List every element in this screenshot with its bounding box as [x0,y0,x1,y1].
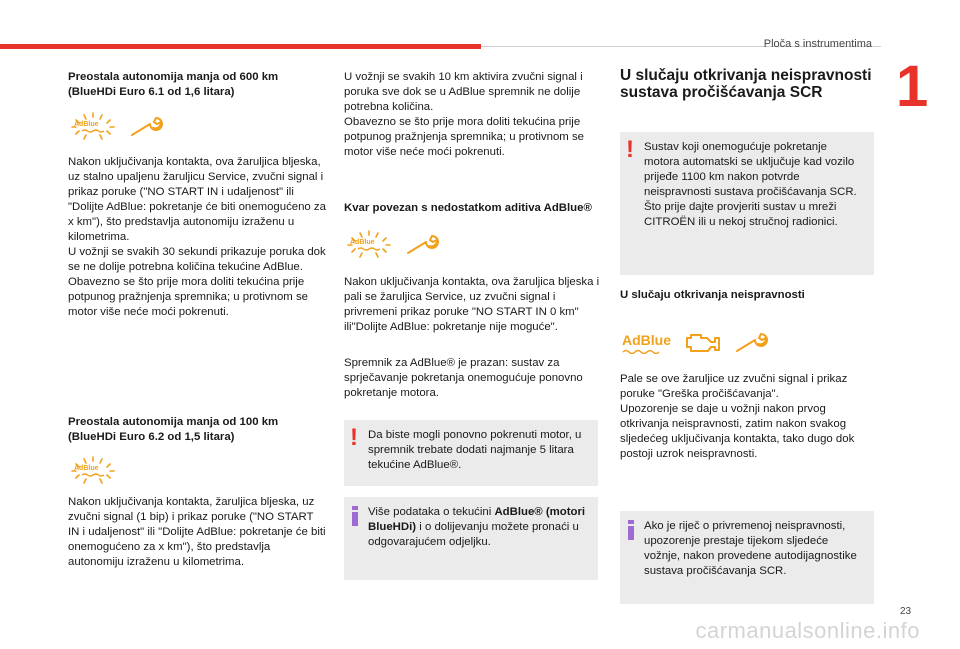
adblue-icon-label: AdBlue [350,239,375,246]
col1-icons-1 [70,112,166,142]
info-text-bold: AdBlue® (motori BlueHDi) [368,506,586,533]
col3-subheading-block [620,288,874,303]
wrench-icon [406,234,442,256]
adblue-icon-label: AdBlue [74,121,99,128]
col3-warning-box [620,132,874,275]
col2-info-box [344,497,598,580]
adblue-warning-icon [346,230,392,260]
adblue-warning-icon [70,456,116,486]
info-icon [628,520,634,540]
page-number: 23 [900,606,912,617]
chapter-number: 1 [896,54,929,119]
header-accent-bar [0,44,481,49]
info-icon [352,506,358,526]
col2-section-text2: Spremnik za AdBlue® je prazan: sustav za sprječavanje pokretanja onemogućuje ponovno pokretanje motora. [344,357,583,399]
heading-600km: Preostala autonomija manja od 600 km (BlueHDi Euro 6.1 od 1,6 litara) [68,71,279,98]
heading-adblue-fault: Kvar povezan s nedostatkom aditiva AdBlue® [344,202,592,214]
wrench-icon [735,332,771,354]
info-text-pre: Više podataka o tekućini [368,506,495,518]
col3-info-box [620,511,874,604]
engine-icon [683,328,723,358]
heading-100km: Preostala autonomija manja od 100 km (BlueHDi Euro 6.2 od 1,5 litara) [68,416,279,443]
heading-scr-fault: U slučaju otkrivanja neispravnosti sustava pročišćavanja SCR [620,67,872,101]
adblue-warning-icon [70,112,116,142]
watermark: carmanualsonline.info [695,618,920,643]
col1-section1-heading [68,70,326,100]
col3-warning-text: Sustav koji onemogućuje pokretanje motora automatski se uključuje kad vozilo prijeđe 1100 km nakon potvrde neispravnosti sustava pročišćavanja SCR. Što prije dajte provjeriti sustav u mreži CITROËN ili u nekoj stručnoj radionici. [644,141,857,228]
adblue-text-icon [622,332,671,354]
col2-warning-box [344,420,598,486]
col1-section2-text: Nakon uključivanja kontakta, žaruljica bljeska, uz zvučni signal (1 bip) i prikaz poruke ("NO START IN i udaljenost" ili "Dolijte AdBlue: pokretanje će biti onemogućeno za x km"), što predstavlja autonomiju izraženu u kilometrima. [68,496,326,568]
exclamation-icon: ! [626,136,634,163]
col2-warning-text: Da biste mogli ponovno pokrenuti motor, u spremnik trebate dodati najmanje 5 litara tekućine AdBlue®. [368,429,582,471]
info-text-post: i o dolijevanju možete pronaći u odgovarajućem odjeljku. [368,521,579,548]
col1-icons-2 [70,456,116,486]
col2-top-text: U vožnji se svakih 10 km aktivira zvučni signal i poruka sve dok se u AdBlue spremnik ne dolije potrebna količina. Obavezno se što prije mora doliti tekućina prije potpunog pražnjenja spremnika; u protivnom se motor više neće moći pokrenuti. [344,71,584,158]
adblue-icon-label: AdBlue [74,465,99,472]
col1-section1-text: Nakon uključivanja kontakta, ova žaruljica bljeska, uz stalno upaljenu žaruljicu Service, zvučni signal i prikaz poruke ("NO START IN i udaljenost" ili "Dolijte AdBlue: pokretanje će biti onemogućeno za x km"), što predstavlja autonomiju izraženu u kilometrima. U vožnji se svakih 30 sekundi prikazuje poruka dok se ne dolije potrebna količina tekućine AdBlue. Obavezno se što prije mora doliti tekućina prije potpunog pražnjenja spremnika; u protivnom se motor više neće moći pokrenuti. [68,156,326,318]
col3-heading-block [620,68,874,101]
adblue-icon-label: AdBlue [622,332,671,348]
wrench-icon [130,116,166,138]
col2-section-text1: Nakon uključivanja kontakta, ova žaruljica bljeska i pali se žaruljica Service, uz zvučni signal i privremeni prikaz poruke "NO START IN 0 km" ili"Dolijte AdBlue: pokretanje nije moguće". [344,276,600,333]
col3-text: Pale se ove žaruljice uz zvučni signal i prikaz poruke "Greška pročišćavanja". Upozorenje se daje u vožnji nakon prvog otkrivanja neispravnosti, zatim nakon svakog sljedećeg uključivanja kontakta, tako dugo dok postoji uzrok neispravnosti. [620,373,855,460]
section-title: Ploča s instrumentima [763,38,872,50]
col2-icons [346,230,442,260]
col3-icons [622,328,771,358]
col2-section-heading [344,201,600,216]
exclamation-icon: ! [350,424,358,451]
subheading-fault: U slučaju otkrivanja neispravnosti [620,289,805,301]
col3-info-text: Ako je riječ o privremenoj neispravnosti, upozorenje prestaje tijekom sljedeće vožnje, nakon provedene autodijagnostike sustava pročišćavanja SCR. [644,520,857,577]
col1-section2-heading [68,415,326,445]
